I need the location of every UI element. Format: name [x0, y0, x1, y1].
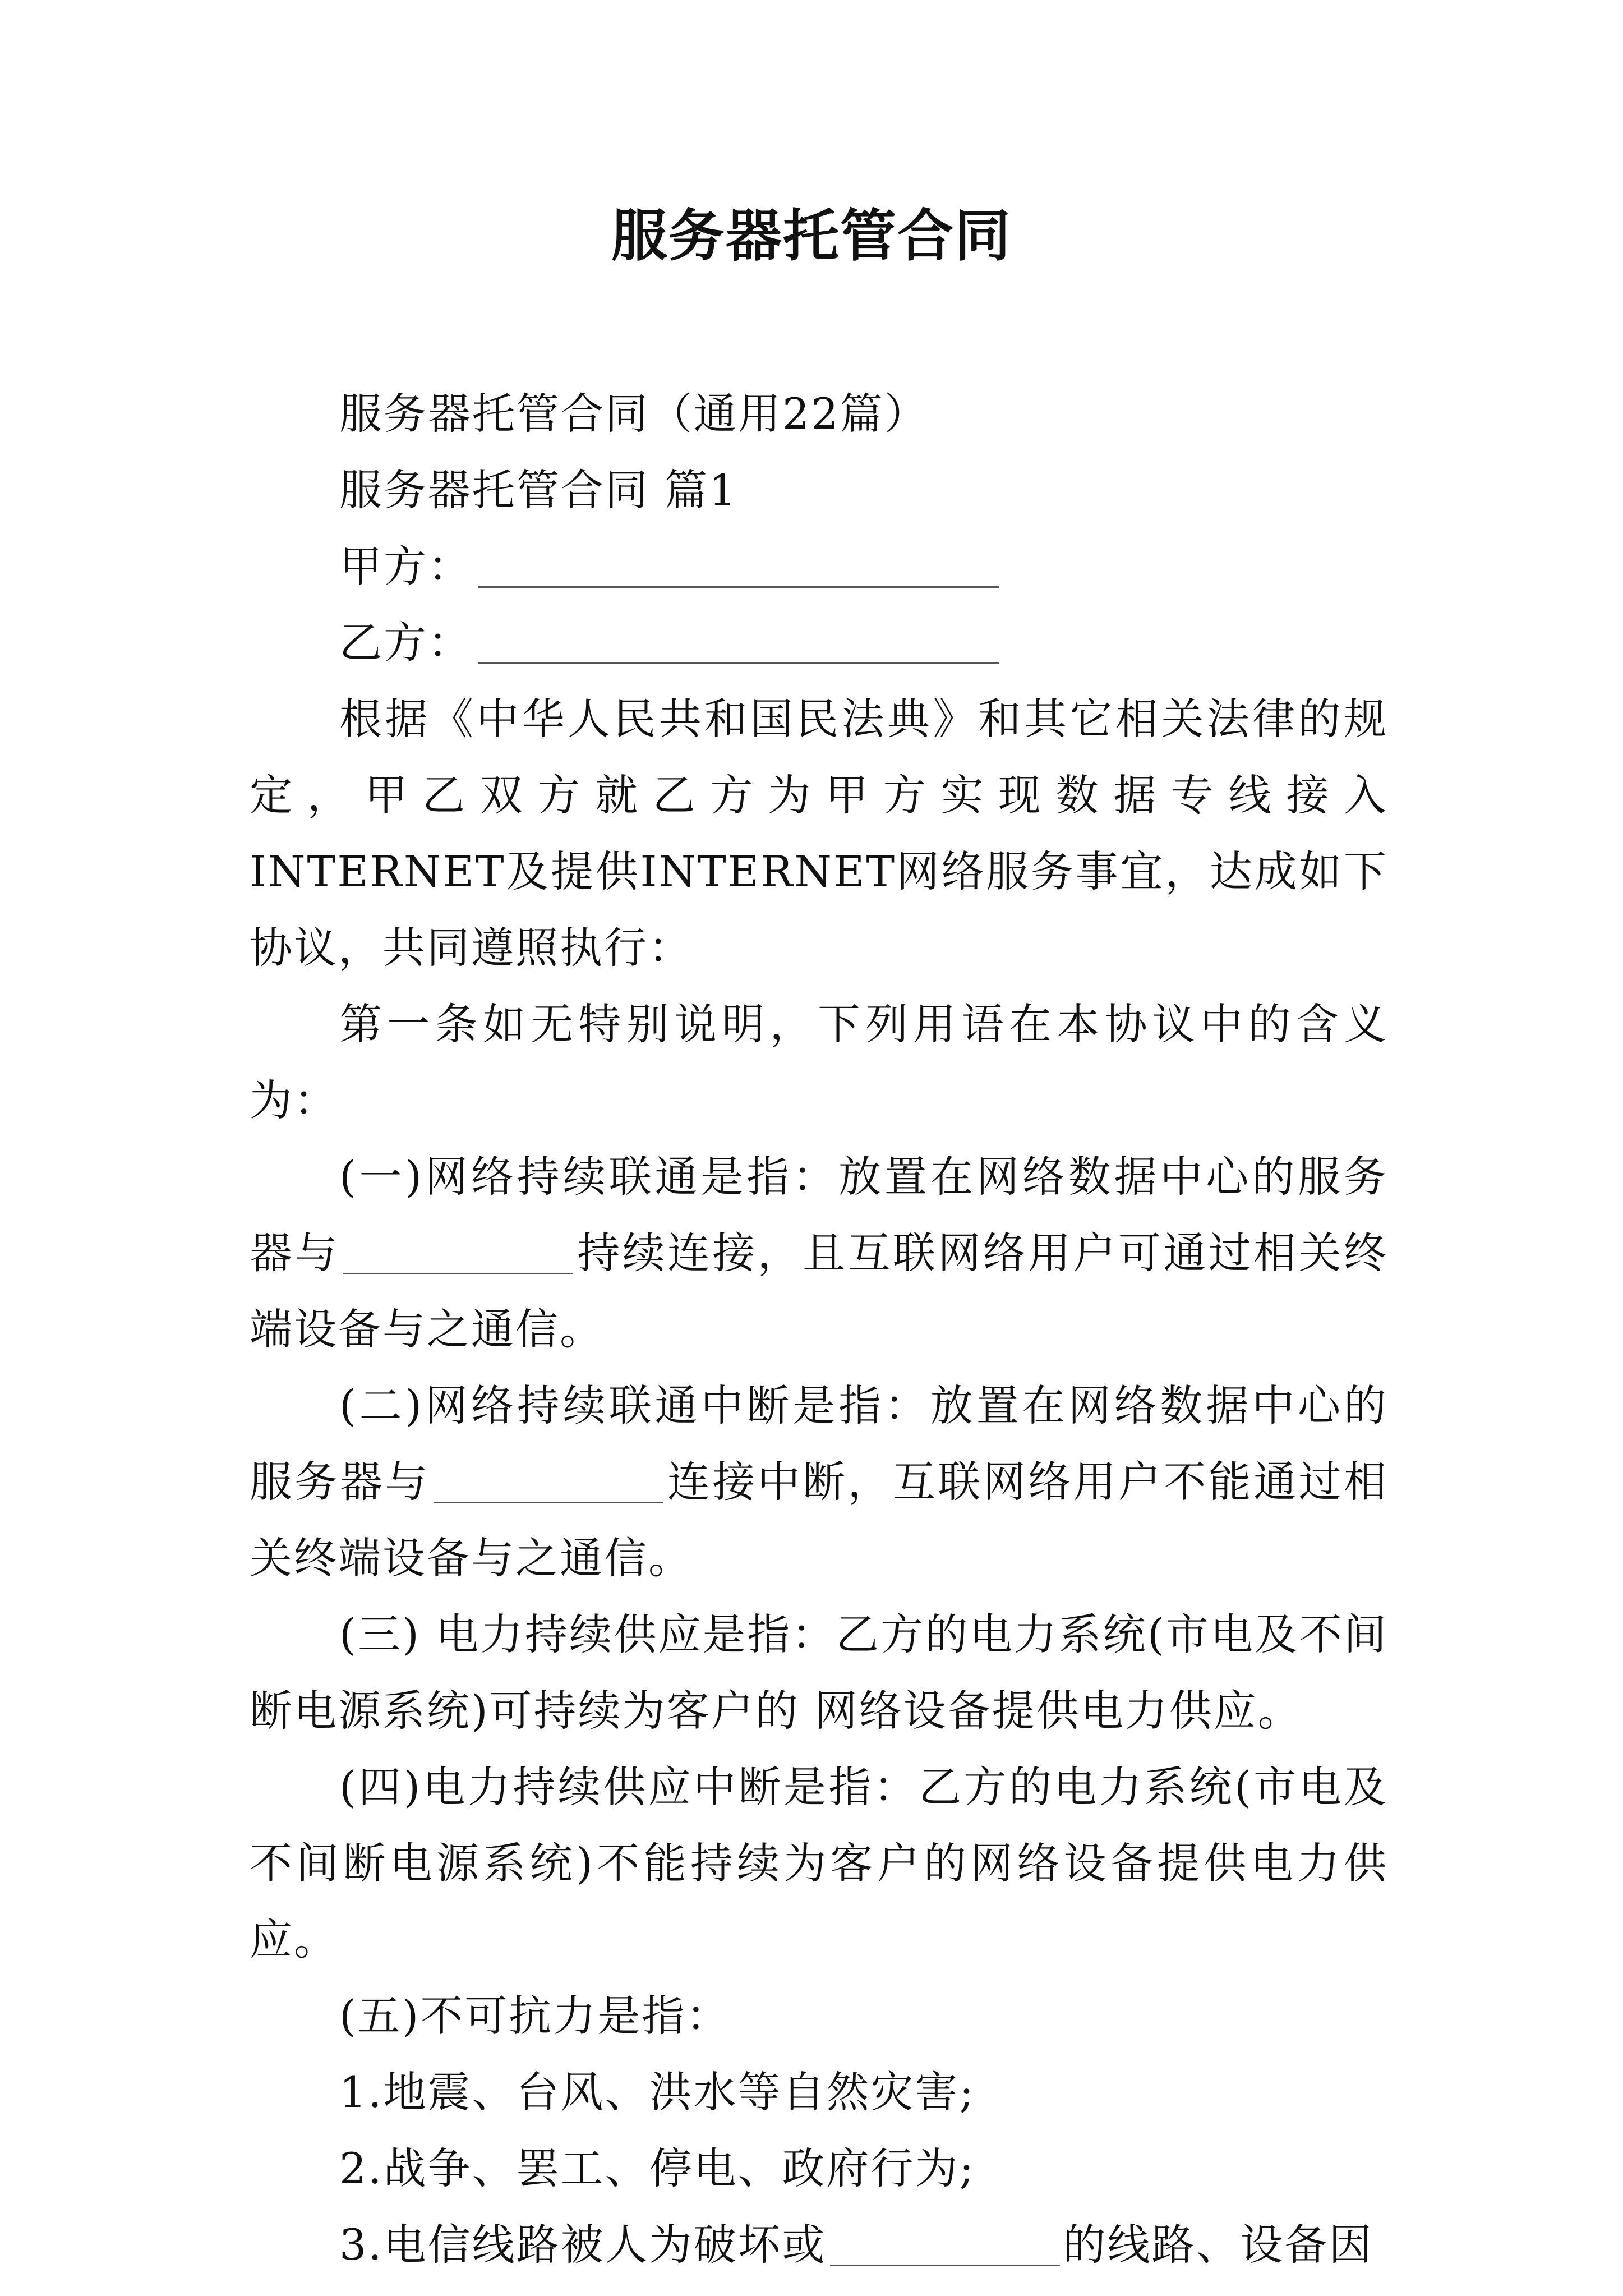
- party-b-line: [250, 605, 1388, 681]
- party-b-label: 乙方：: [339, 618, 472, 668]
- paragraph-text: 的线路、设备因: [1063, 2220, 1373, 2270]
- paragraph-text: 根据《中华人民共和国民法典》和其它相关法律的规定，甲乙双方就乙方为甲方实现数据专线接入INTERNET及提供INTERNET网络服务事宜，达成如下协议，共同遵照执行：: [250, 694, 1388, 973]
- preamble-paragraph: [250, 681, 1388, 986]
- paragraph-text: (一)网络持续联通是指：放置在网络数据中心的服务器与: [250, 1152, 1388, 1278]
- list-item: [250, 2054, 1388, 2131]
- paragraph-text: 1.地震、台风、洪水等自然灾害;: [339, 2067, 976, 2117]
- paragraph-text: 持续连接，且互联网络用户可通过相关终端设备与之通信。: [250, 1228, 1389, 1354]
- article-one-heading: [250, 986, 1388, 1139]
- list-item: [250, 2207, 1388, 2283]
- definition-paragraph: [250, 1978, 1388, 2054]
- paragraph-text: (三) 电力持续供应是指：乙方的电力系统(市电及不间断电源系统)可持续为客户的 网络设备提供电力供应。: [250, 1609, 1388, 1736]
- paragraph-text: 服务器托管合同（通用22篇）: [339, 389, 929, 439]
- definition-paragraph: [250, 1139, 1388, 1368]
- paragraph-text: (四)电力持续供应中断是指：乙方的电力系统(市电及不间断电源系统)不能持续为客户的网络设备提供电力供应。: [250, 1762, 1388, 1964]
- paragraph-text: 连接中断，互联网络用户不能通过相关终端设备与之通信。: [250, 1457, 1389, 1583]
- paragraph-text: 第一条如无特别说明，下列用语在本协议中的含义为：: [250, 999, 1388, 1125]
- fill-in-blank: [830, 2220, 1060, 2266]
- paragraph-text: (二)网络持续联通中断是指：放置在网络数据中心的服务器与: [250, 1381, 1388, 1507]
- document-title: 服务器托管合同: [611, 203, 1012, 269]
- fill-in-blank: [434, 1457, 663, 1503]
- party-a-label: 甲方：: [339, 541, 472, 591]
- section-heading: [250, 452, 1388, 528]
- definition-paragraph: [250, 1749, 1388, 1978]
- party-a-blank: [478, 541, 999, 588]
- paragraph-text: 2.战争、罢工、停电、政府行为;: [339, 2143, 976, 2193]
- paragraph-text: 3.电信线路被人为破坏或: [339, 2220, 827, 2270]
- document-body: [250, 376, 1388, 2283]
- subtitle-paragraph: [250, 376, 1388, 452]
- party-a-line: [250, 528, 1388, 605]
- paragraph-text: 服务器托管合同 篇1: [339, 465, 738, 515]
- paragraph-text: (五)不可抗力是指：: [339, 1991, 731, 2041]
- list-item: [250, 2131, 1388, 2207]
- party-b-blank: [478, 618, 999, 664]
- definition-paragraph: [250, 1596, 1388, 1749]
- definition-paragraph: [250, 1368, 1388, 1596]
- fill-in-blank: [343, 1228, 573, 1274]
